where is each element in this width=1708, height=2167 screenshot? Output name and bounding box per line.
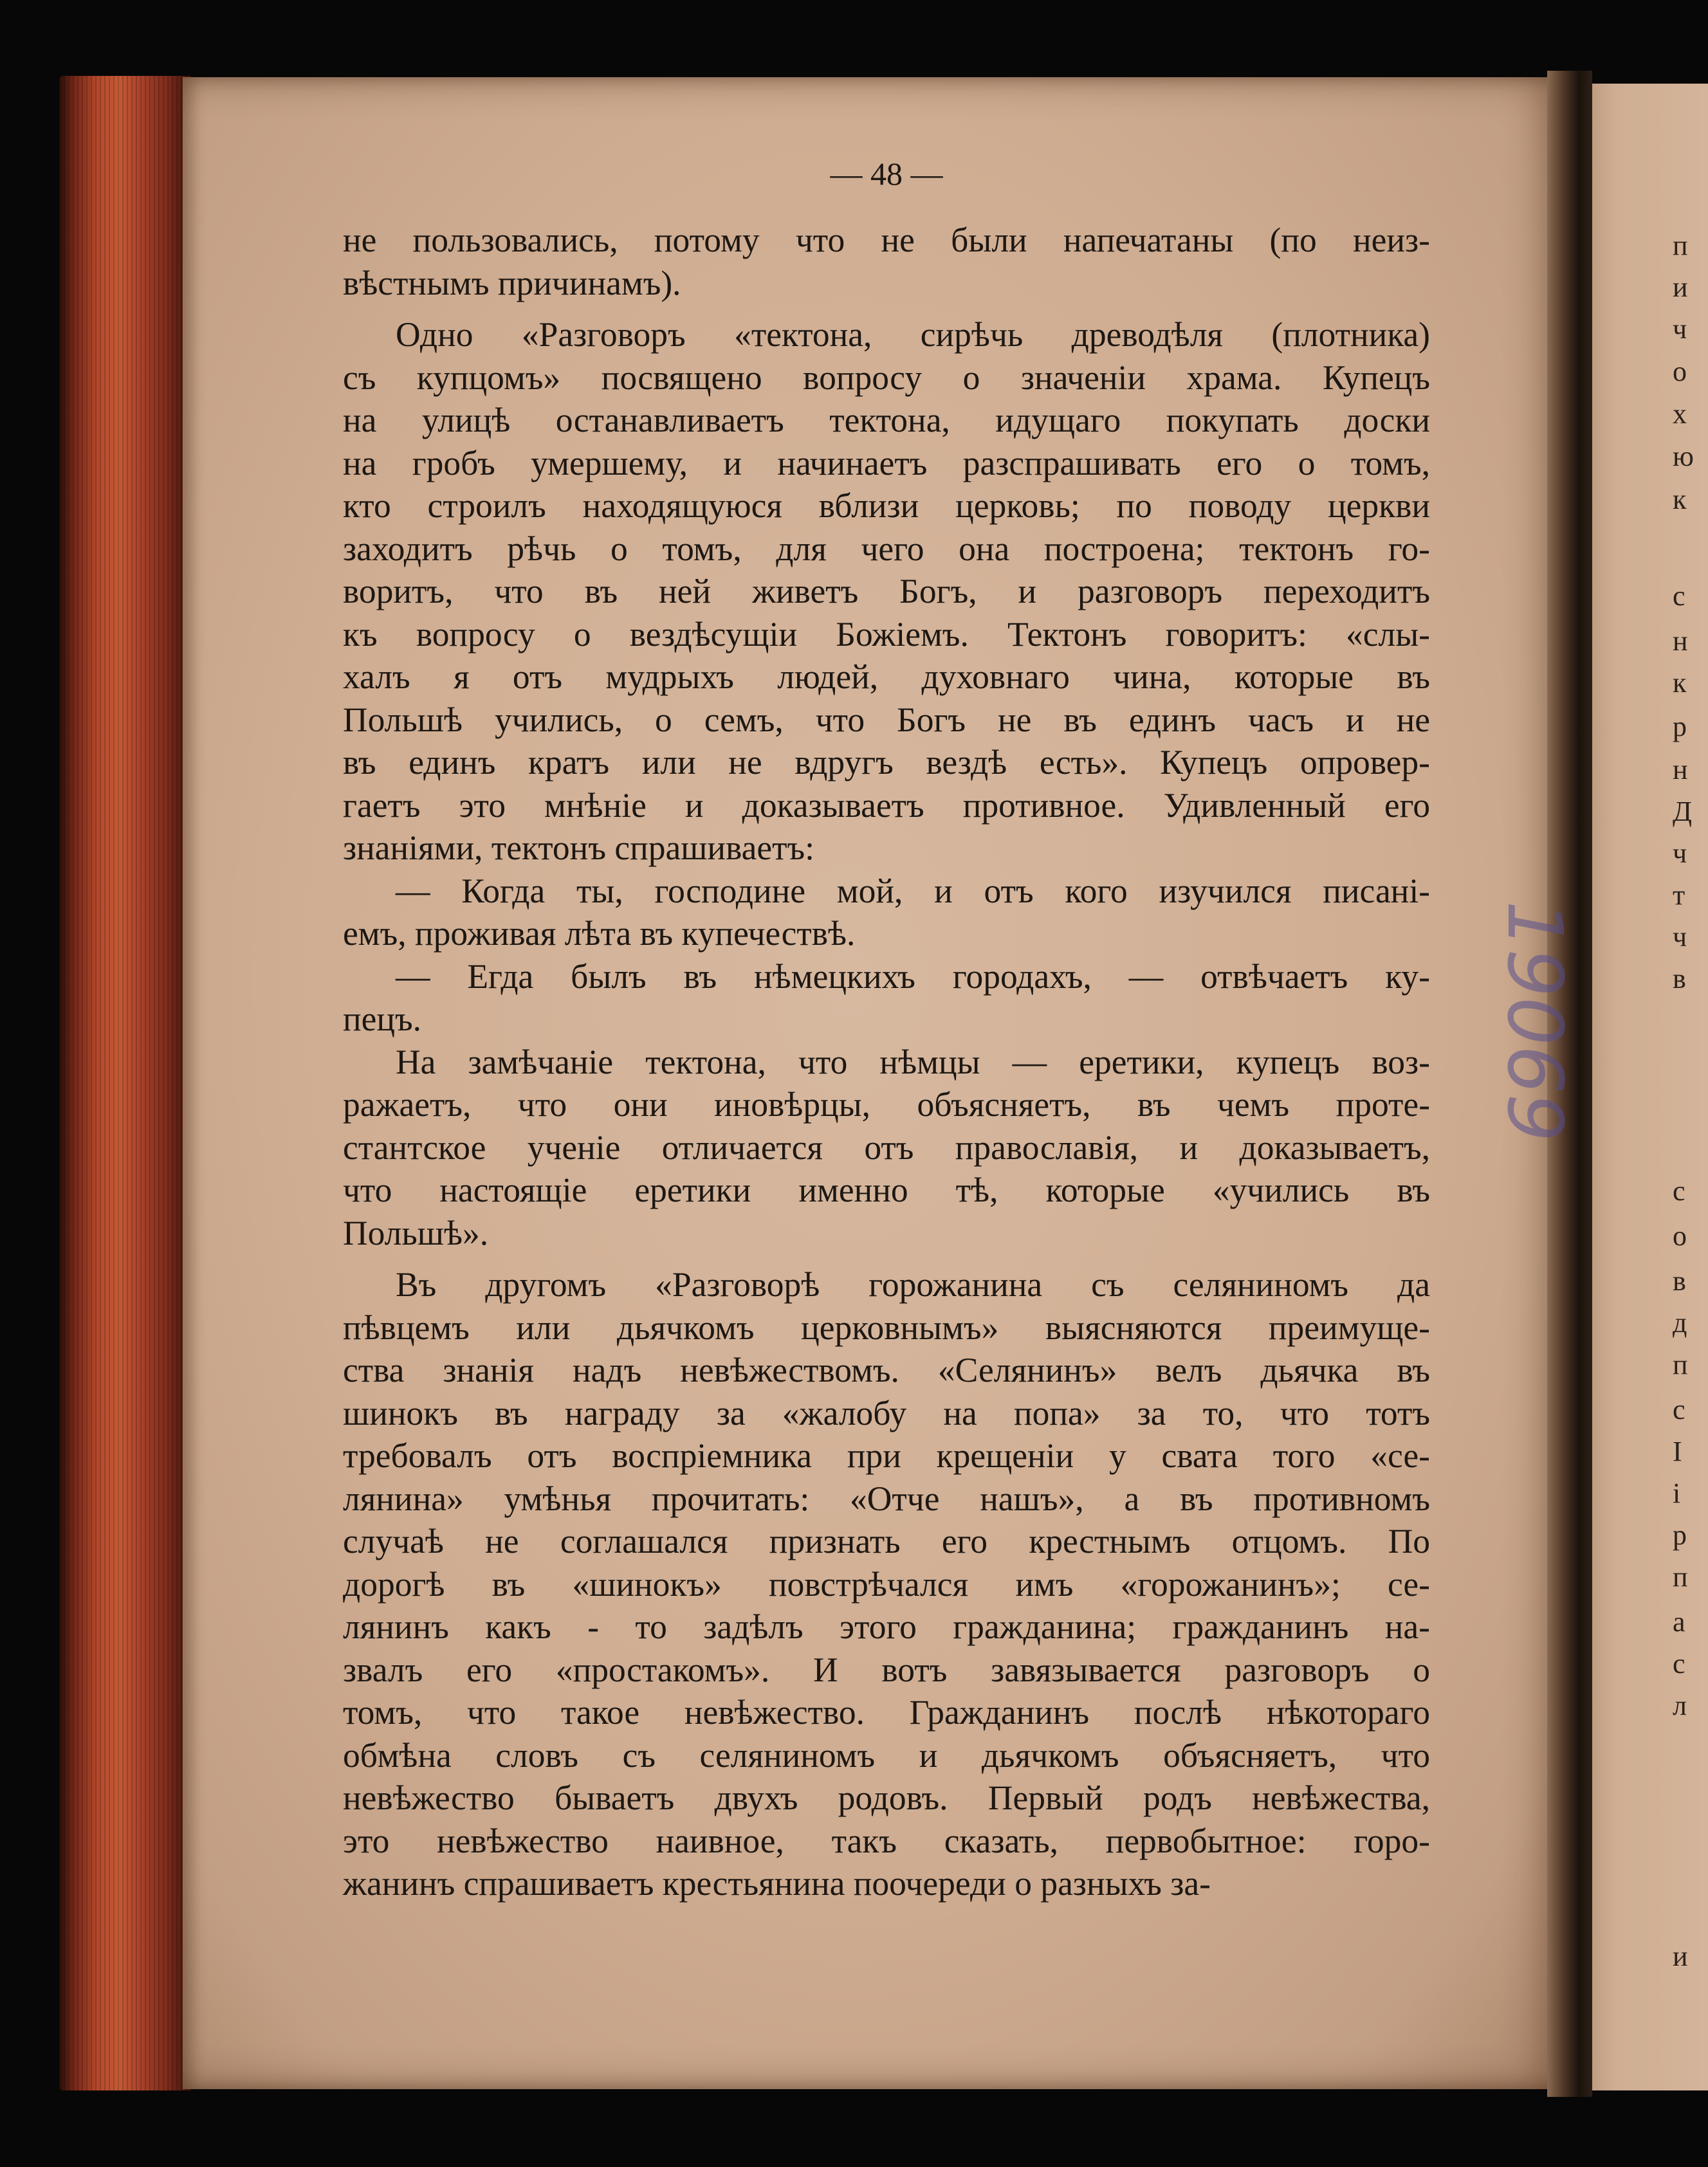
facing-page-char: с — [1673, 1648, 1685, 1679]
text-line: это невѣжество наивное, такъ сказать, первобытное: горо- — [343, 1821, 1430, 1860]
facing-page-char: с — [1673, 580, 1685, 612]
text-line: въ единъ кратъ или не вдругъ вездѣ есть». Купецъ опровер- — [343, 743, 1430, 782]
paragraph — [343, 870, 1430, 955]
facing-page-char: ч — [1673, 921, 1687, 953]
paragraph — [343, 1263, 1430, 1905]
text-line: гаетъ это мнѣнiе и доказываетъ противное. Удивленный его — [343, 785, 1430, 825]
text-line: халъ я отъ мудрыхъ людей, духовнаго чина, которые въ — [343, 657, 1430, 696]
paragraph — [343, 313, 1430, 870]
facing-page-char: ю — [1673, 441, 1694, 472]
facing-page-char: ч — [1673, 313, 1687, 345]
facing-page-char: и — [1673, 1941, 1688, 1972]
text-line: емъ, проживая лѣта въ купечествѣ. — [343, 914, 856, 953]
text-line: Польшѣ». — [343, 1213, 489, 1252]
facing-page-char: в — [1673, 1265, 1686, 1297]
paragraph — [343, 1041, 1430, 1255]
facing-page-char: к — [1673, 667, 1687, 699]
text-line: знанiями, тектонъ спрашиваетъ: — [343, 828, 815, 867]
text-line: — Егда былъ въ нѣмецкихъ городахъ, — отвѣчаетъ ку- — [396, 956, 1430, 996]
facing-page-char: и — [1673, 271, 1688, 303]
text-line: къ вопросу о вездѣсущiи Божiемъ. Тектонъ говоритъ: «слы- — [343, 614, 1430, 654]
text-line: звалъ его «простакомъ». И вотъ завязывается разговоръ о — [343, 1650, 1430, 1689]
text-line: Одно «Разговоръ «тектона, сирѣчь древодѣля (плотника) — [396, 315, 1430, 354]
text-line: съ купцомъ» посвящено вопросу о значенiи храма. Купецъ — [343, 358, 1430, 397]
facing-page-char: с — [1673, 1394, 1685, 1425]
text-line: на улицѣ останавливаетъ тектона, идущаго покупать доски — [343, 401, 1430, 439]
facing-page-char: І — [1673, 1436, 1682, 1467]
text-line: заходитъ рѣчь о томъ, для чего она построена; тектонъ го- — [343, 529, 1430, 568]
text-line: ражаетъ, что они иновѣрцы, объясняетъ, въ чемъ проте- — [343, 1085, 1430, 1124]
text-line: лянина» умѣнья прочитать: «Отче нашъ», а въ противномъ — [343, 1479, 1430, 1518]
text-line: воритъ, что въ ней живетъ Богъ, и разговоръ переходитъ — [343, 572, 1430, 610]
library-stamp-text: 19069 — [1491, 901, 1579, 1142]
text-line: требовалъ отъ воспрiемника при крещенiи у свата того «се- — [343, 1436, 1430, 1475]
facing-page-char: н — [1673, 625, 1688, 657]
facing-page-char: к — [1673, 484, 1687, 515]
paragraph — [343, 955, 1430, 1041]
text-line: Польшѣ учились, о семъ, что Богъ не въ единъ часъ и не — [343, 700, 1430, 739]
facing-page-char: т — [1673, 879, 1685, 911]
text-line: томъ, что такое невѣжество. Гражданинъ послѣ нѣкотораго — [343, 1693, 1430, 1732]
facing-page-char: о — [1673, 1220, 1687, 1252]
text-line: что настоящiе еретики именно тѣ, которые «учились въ — [343, 1171, 1430, 1209]
facing-page-char: п — [1673, 230, 1688, 261]
text-line: стантское ученiе отличается отъ православiя, и доказываетъ, — [343, 1128, 1430, 1167]
text-line: пецъ. — [343, 1000, 422, 1038]
text-line: На замѣчанiе тектона, что нѣмцы — еретики, купецъ воз- — [396, 1042, 1430, 1081]
facing-page-char: р — [1673, 1519, 1687, 1551]
text-line: лянинъ какъ - то задѣлъ этого гражданина; гражданинъ на- — [343, 1607, 1430, 1646]
text-line: — Когда ты, господине мой, и отъ кого изучился писанi- — [396, 871, 1430, 910]
text-line: Въ другомъ «Разговорѣ горожанина съ селяниномъ да — [396, 1265, 1430, 1304]
facing-page-char: п — [1673, 1561, 1688, 1593]
facing-page-char: х — [1673, 398, 1687, 430]
text-line: дорогѣ въ «шинокъ» повстрѣчался имъ «горожанинъ»; се- — [343, 1564, 1430, 1604]
facing-page-char: Д — [1673, 796, 1693, 827]
facing-page-char: і — [1673, 1477, 1681, 1509]
facing-page-char: л — [1673, 1690, 1687, 1721]
text-line: случаѣ не соглашался признать его крестнымъ отцомъ. По — [343, 1522, 1430, 1560]
text-line: обмѣна словъ съ селяниномъ и дьячкомъ объясняетъ, что — [343, 1735, 1430, 1775]
facing-page-char: а — [1673, 1606, 1685, 1638]
book-page-edges — [59, 76, 191, 2090]
text-line: кто строилъ находящуюся вблизи церковь; по поводу церкви — [343, 486, 1430, 525]
facing-page-char: д — [1673, 1307, 1687, 1339]
text-line: ства знанiя надъ невѣжествомъ. «Селянинъ» велъ дьячка въ — [343, 1351, 1430, 1389]
text-line: жанинъ спрашиваетъ крестьянина поочереди о разныхъ за- — [343, 1864, 1211, 1903]
page-number-header: — 48 — — [830, 156, 943, 192]
facing-page-char: ч — [1673, 837, 1687, 869]
facing-page-char: с — [1673, 1175, 1685, 1207]
text-line: на гробъ умершему, и начинаетъ разспрашивать его о томъ, — [343, 443, 1430, 482]
facing-page-char: о — [1673, 356, 1687, 387]
paragraph — [343, 219, 1430, 304]
text-line: не пользовались, потому что не были напечатаны (по неиз- — [343, 221, 1430, 259]
text-line: шинокъ въ награду за «жалобу на попа» за то, что тотъ — [343, 1393, 1430, 1432]
library-stamp — [1470, 901, 1605, 1177]
facing-page-char: п — [1673, 1349, 1688, 1380]
text-line: пѣвцемъ или дьячкомъ церковнымъ» выясняются преимуще- — [343, 1308, 1430, 1347]
page-text — [343, 154, 1430, 1905]
text-line: невѣжество бываетъ двухъ родовъ. Первый родъ невѣжества, — [343, 1778, 1430, 1817]
facing-page-char: в — [1673, 963, 1686, 994]
facing-page-char: н — [1673, 754, 1688, 785]
facing-page-char: р — [1673, 711, 1687, 742]
text-line: вѣстнымъ причинамъ). — [343, 263, 681, 302]
